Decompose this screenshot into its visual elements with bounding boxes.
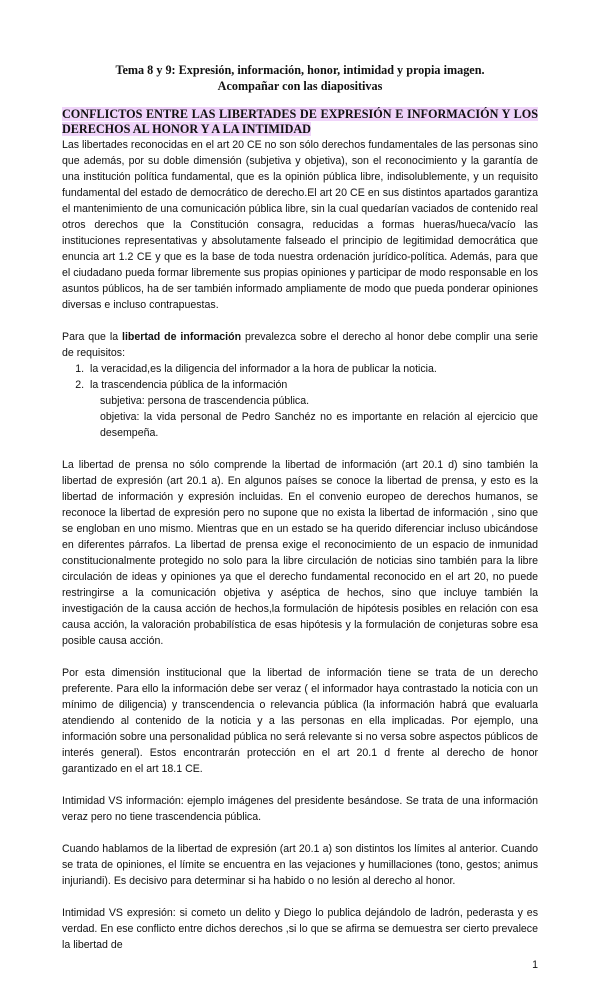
text: Para que la [62, 331, 122, 343]
paragraph-intimidad-informacion: Intimidad VS información: ejemplo imágenes del presidente besándose. Se trata de una información veraz pero no tiene trascendencia pública. [62, 795, 538, 823]
paragraph-intro: Las libertades reconocidas en el art 20 CE no son sólo derechos fundamentales de las personas sino que además, por su doble dimensión (subjetiva y objetiva), son el reconocimiento y la garantía de una institución política fundamental, que es la opinión pública libre, indisolublemente, y un requisito fundamental del estado de democrático de derecho.El art 20 CE en sus distintos apartados garantiza el mantenimiento de una comunicación pública libre, sin la cual quedarían vaciados de contenido real otros derechos que la Constitución consagra, reducidas a formas hueras/hueca/vacío las instituciones representativas y absolutamente falseado el principio de legitimidad democrática que enuncia art 1.2 CE y que es la base de toda nuestra ordenación jurídico-política. Además, para que el ciudadano pueda formar libremente sus propias opiniones y participar de modo responsable en los asuntos públicos, ha de ser también informado ampliamente de modo que pueda ponderar opiniones diversas e incluso contrapuestas. [62, 139, 538, 311]
bold-term: libertad de información [122, 331, 242, 343]
page-number: 1 [532, 959, 538, 971]
title-line-1: Tema 8 y 9: Expresión, información, honor, intimidad y propia imagen. [115, 63, 485, 77]
highlighted-heading-text: CONFLICTOS ENTRE LAS LIBERTADES DE EXPRESIÓN E INFORMACIÓN Y LOS DERECHOS AL HONOR Y A LA INTIMIDAD [62, 107, 538, 136]
sub-item-subjetiva: subjetiva: persona de trascendencia pública. [100, 395, 310, 407]
document-title [62, 62, 538, 94]
document-page [62, 0, 538, 1003]
paragraph-dimension: Por esta dimensión institucional que la libertad de información tiene se trata de un derecho preferente. Para ello la información debe ser veraz ( el informador haya contrastado la noticia con un mínimo de diligencia) y transcendencia o relevancia pública (la información habrá que evaluarla atendiendo al contenido de la noticia y a las personas en ella implicadas. Por ejemplo, una información sobre una personalidad pública no será relevante si no versa sobre aspectos públicos de interés general). Estos encontrarán protección en el art 20.1 d frente al derecho de honor garantizado en el art 18.1 CE. [62, 667, 538, 775]
title-line-2: Acompañar con las diapositivas [217, 79, 383, 93]
section-heading [62, 107, 538, 137]
paragraph-expresion: Cuando hablamos de la libertad de expresión (art 20.1 a) son distintos los límites al anterior. Cuando se trata de opiniones, el límite se encuentra en las vejaciones y humillaciones (tono, gestos; animus injuriandi). Es decisivo para determinar si ha habido o no lesión al derecho al honor. [62, 843, 538, 887]
sub-item-objetiva: objetiva: la vida personal de Pedro Sanchéz no es importante en relación al ejercicio que desempeña. [100, 411, 538, 439]
text: prevalezca sobre el derecho al honor debe complir una serie de requisitos: [62, 331, 538, 359]
paragraph-intimidad-expresion: Intimidad VS expresión: si cometo un delito y Diego lo publica dejándolo de ladrón, pederasta y es verdad. En ese conflicto entre dichos derechos ,si lo que se afirma se demuestra ser cierto prevalece la libertad de [62, 907, 538, 951]
list-item: 2. la trascendencia pública de la información [87, 377, 538, 393]
paragraph-requisitos [62, 329, 538, 361]
list-item: 1. la veracidad,es la diligencia del informador a la hora de publicar la noticia. [87, 361, 538, 377]
requisitos-list [62, 361, 538, 393]
paragraph-prensa: La libertad de prensa no sólo comprende la libertad de información (art 20.1 d) sino también la libertad de expresión (art 20.1 a). En algunos países se conoce la libertad de prensa, y esto es la libertad de información y expresión incluidas. En el convenio europeo de derechos humanos, se reconoce la libertad de expresión pero no supone que no exista la libertad de información , sino que se engloban en uno mismo. Mientras que en un estado se ha querido diferenciar incluso ubicándose en diferentes párrafos. La libertad de prensa exige el reconocimiento de un espacio de inmunidad constitucionalmente protegido no solo para la libre circulación de noticias sino también para la libre circulación de ideas y opiniones ya que el derecho fundamental reconocido en el art 20, no puede restringirse a la comunicación objetiva y aséptica de hechos, sino que incluye también la investigación de la causa acción de hechos,la formulación de hipótesis posibles en relación con esa causa acción, la valoración probabilística de esas hipótesis y la formulación de conjeturas sobre esa posible causa acción. [62, 459, 538, 647]
